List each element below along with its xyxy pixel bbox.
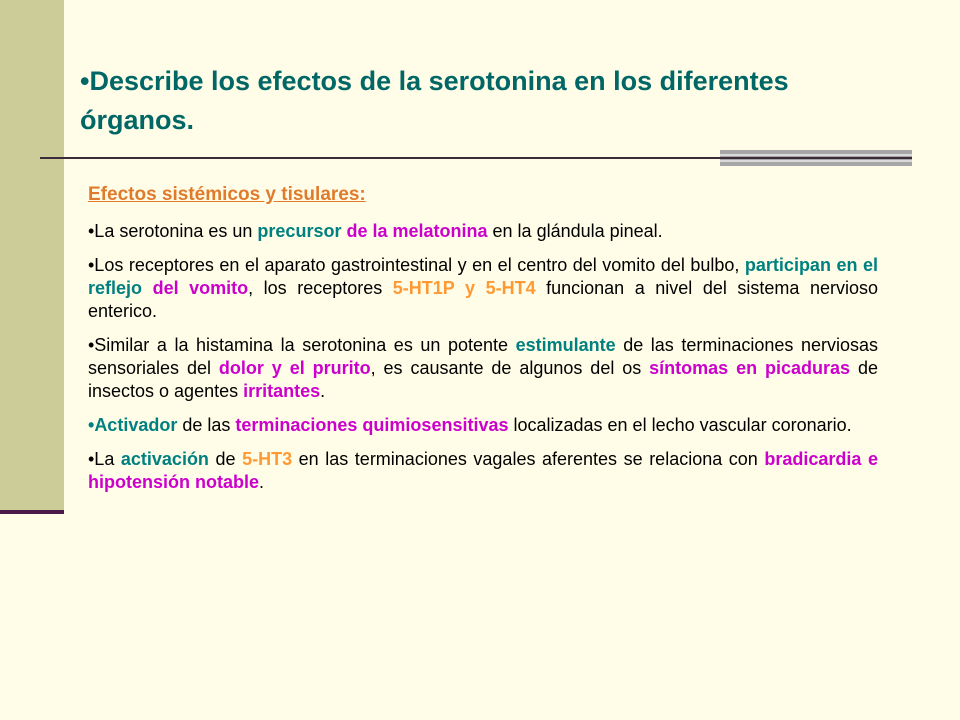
text: en las terminaciones vagales aferentes se relaciona con xyxy=(292,449,765,469)
highlight-orange: 5-HT1P y 5-HT4 xyxy=(392,278,536,298)
highlight-magenta: terminaciones quimiosensitivas xyxy=(235,415,509,435)
bullet-melatonina xyxy=(88,220,878,243)
text: , es causante de algunos del os xyxy=(370,358,650,378)
text: . xyxy=(320,381,326,401)
text: localizadas en el lecho vascular coronario. xyxy=(508,415,852,435)
highlight-magenta: de la melatonina xyxy=(346,221,488,241)
text: de las xyxy=(177,415,236,435)
text: de xyxy=(208,449,243,469)
highlight-teal: participan en el reflejo xyxy=(88,255,878,298)
highlight-orange: 5-HT3 xyxy=(242,449,293,469)
highlight-magenta: dolor y el prurito xyxy=(218,358,371,378)
bullet-mark: • xyxy=(88,415,95,435)
side-bar-underline xyxy=(0,510,64,514)
highlight-teal: activación xyxy=(120,449,209,469)
highlight-magenta: del vomito xyxy=(152,278,249,298)
slide-title: •Describe los efectos de la serotonina en los diferentes órganos. xyxy=(80,66,789,135)
text: de insectos o agentes xyxy=(88,358,878,401)
highlight-teal: precursor xyxy=(257,221,342,241)
bullet-histamina xyxy=(88,334,878,403)
highlight-teal: estimulante xyxy=(515,335,616,355)
text: •Similar a la histamina la serotonina es un potente xyxy=(88,335,516,355)
highlight-teal: Activador xyxy=(94,415,178,435)
text: •La xyxy=(88,449,121,469)
bullet-receptores xyxy=(88,254,878,323)
side-bar xyxy=(0,0,64,512)
text: •Los receptores en el aparato gastrointestinal y en el centro del vomito del bulbo, xyxy=(88,255,745,275)
highlight-magenta: síntomas en picaduras xyxy=(649,358,851,378)
title-divider-accent-line xyxy=(720,157,912,159)
text: funcionan a nivel del sistema nervioso enterico. xyxy=(88,278,878,321)
bullet-activacion xyxy=(88,448,878,494)
bullet-activador xyxy=(88,414,878,437)
text: •La serotonina es un xyxy=(88,221,258,241)
slide-content xyxy=(88,183,878,505)
text: , los receptores xyxy=(248,278,393,298)
text: en la glándula pineal. xyxy=(487,221,663,241)
highlight-magenta: irritantes xyxy=(243,381,321,401)
text: . xyxy=(259,472,265,492)
text xyxy=(142,278,153,298)
section-heading: Efectos sistémicos y tisulares: xyxy=(88,184,366,205)
text: de las terminaciones nerviosas sensoriales del xyxy=(88,335,878,378)
highlight-magenta: bradicardia e hipotensión notable xyxy=(88,449,878,492)
